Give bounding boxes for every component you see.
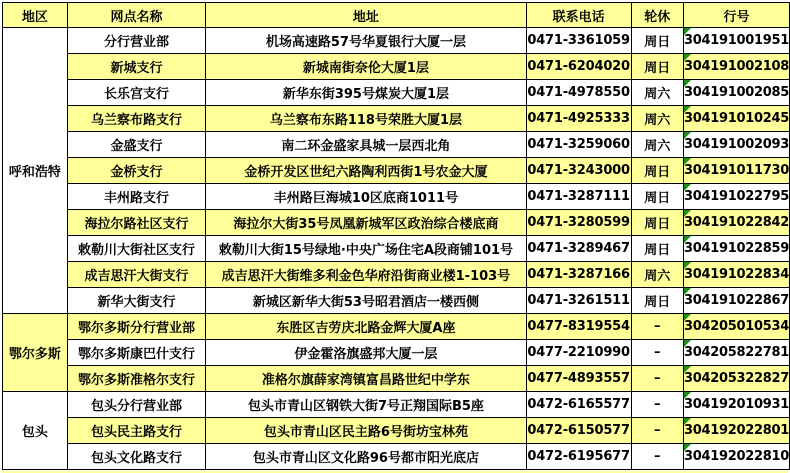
text-format-marker-icon [684,262,691,269]
address-cell: 乌兰察布东路118号荣胜大厦1层 [206,106,526,132]
bank-number: 304191011730 [684,163,789,178]
table-row [3,210,790,236]
header-row [3,3,790,28]
phone-cell: 0472-6165577 [526,392,631,418]
address-cell: 金桥开发区世纪六路陶利西街1号农金大厦 [206,158,526,184]
rest-day-cell: – [631,444,683,470]
bank-number-cell [684,262,790,288]
table-row [3,366,790,392]
branch-name-cell: 新华大街支行 [67,288,206,314]
header-branch-name: 网点名称 [67,3,206,28]
bank-number-cell [684,418,790,444]
address-cell: 东胜区吉劳庆北路金辉大厦A座 [206,314,526,340]
branch-name-cell: 包头民主路支行 [67,418,206,444]
text-format-marker-icon [684,288,691,295]
branch-name-cell: 乌兰察布路支行 [67,106,206,132]
phone-cell: 0471-4978550 [526,80,631,106]
rest-day-cell: 周日 [631,54,683,80]
rest-day-cell: 周日 [631,158,683,184]
bank-number-cell [684,132,790,158]
branch-name-cell: 分行营业部 [67,28,206,54]
text-format-marker-icon [684,392,691,399]
region-cell-baotou: 包头 [3,392,68,470]
phone-cell: 0471-3243000 [526,158,631,184]
table-row [3,80,790,106]
bank-number: 304191002093 [684,137,789,152]
rest-day-cell: 周六 [631,262,683,288]
table-row [3,314,790,340]
address-cell: 新城南街奈伦大厦1层 [206,54,526,80]
phone-cell: 0471-3280599 [526,210,631,236]
table-row [3,236,790,262]
text-format-marker-icon [684,314,691,321]
address-cell: 伊金霍洛旗盛邦大厦一层 [206,340,526,366]
branch-name-cell: 鄂尔多斯康巴什支行 [67,340,206,366]
table-row [3,262,790,288]
header-address: 地址 [206,3,526,28]
phone-cell: 0471-6204020 [526,54,631,80]
address-cell: 包头市青山区钢铁大街7号正翔国际B5座 [206,392,526,418]
address-cell: 南二环金盛家具城一层西北角 [206,132,526,158]
table-row [3,184,790,210]
branch-name-cell: 包头分行营业部 [67,392,206,418]
rest-day-cell: 周日 [631,288,683,314]
address-cell: 成吉思汗大街维多利金色华府沿街商业楼1-103号 [206,262,526,288]
branch-name-cell: 新城支行 [67,54,206,80]
text-format-marker-icon [684,106,691,113]
branch-name-cell: 长乐宫支行 [67,80,206,106]
text-format-marker-icon [684,28,691,35]
address-cell: 包头市青山区文化路96号都市阳光底店 [206,444,526,470]
phone-cell: 0472-6150577 [526,418,631,444]
bank-number: 304192022801 [684,423,789,438]
rest-day-cell: 周六 [631,80,683,106]
bank-number-cell [684,106,790,132]
text-format-marker-icon [684,418,691,425]
table-row [3,132,790,158]
branch-name-cell: 海拉尔路社区支行 [67,210,206,236]
branch-name-cell: 丰州路支行 [67,184,206,210]
address-cell: 新城区新华大街53号昭君酒店一楼西侧 [206,288,526,314]
rest-day-cell: – [631,418,683,444]
bank-number-cell [684,288,790,314]
address-cell: 敕勒川大街15号绿地·中央广场住宅A段商铺101号 [206,236,526,262]
branch-name-cell: 成吉思汗大街支行 [67,262,206,288]
bank-number-cell [684,314,790,340]
table-row [3,444,790,470]
address-cell: 包头市青山区民主路6号街坊宝林苑 [206,418,526,444]
table-row [3,54,790,80]
bank-number: 304191022859 [684,241,789,256]
bank-number: 304205822781 [684,345,789,360]
phone-cell: 0471-3261511 [526,288,631,314]
phone-cell: 0471-3287166 [526,262,631,288]
text-format-marker-icon [684,340,691,347]
address-cell: 海拉尔大街35号凤凰新城军区政治综合楼底商 [206,210,526,236]
phone-cell: 0471-3289467 [526,236,631,262]
branch-name-cell: 金盛支行 [67,132,206,158]
branch-name-cell: 鄂尔多斯准格尔支行 [67,366,206,392]
bank-number-cell [684,366,790,392]
phone-cell: 0471-3259060 [526,132,631,158]
bank-number-cell [684,158,790,184]
bank-number-cell [684,184,790,210]
bank-number-cell [684,444,790,470]
header-bank-number: 行号 [684,3,790,28]
branch-name-cell: 包头文化路支行 [67,444,206,470]
phone-cell: 0477-8319554 [526,314,631,340]
table-row [3,288,790,314]
text-format-marker-icon [684,184,691,191]
branch-name-cell: 敕勒川大街社区支行 [67,236,206,262]
region-cell-hohhot: 呼和浩特 [3,28,68,314]
bank-number: 304191002108 [684,59,789,74]
text-format-marker-icon [684,158,691,165]
bank-number: 304191010245 [684,111,789,126]
address-cell: 准格尔旗薛家湾镇富昌路世纪中学东 [206,366,526,392]
bank-number-cell [684,340,790,366]
header-region: 地区 [3,3,68,28]
text-format-marker-icon [684,54,691,61]
bank-number-cell [684,28,790,54]
bank-number: 304191022795 [684,189,789,204]
rest-day-cell: – [631,366,683,392]
bank-number: 304191001951 [684,33,789,48]
address-cell: 机场高速路57号华夏银行大厦一层 [206,28,526,54]
bank-number-cell [684,392,790,418]
address-cell: 丰州路巨海城10区底商1011号 [206,184,526,210]
bank-number-cell [684,54,790,80]
table-row [3,418,790,444]
text-format-marker-icon [684,210,691,217]
bank-number: 304205010534 [684,319,789,334]
table-row [3,28,790,54]
header-rest-day: 轮休 [631,3,683,28]
text-format-marker-icon [684,80,691,87]
table-row [3,392,790,418]
rest-day-cell: 周日 [631,210,683,236]
phone-cell: 0471-4925333 [526,106,631,132]
branch-name-cell: 鄂尔多斯分行营业部 [67,314,206,340]
branch-table [2,2,790,470]
bank-number-cell [684,80,790,106]
bank-number: 304205322827 [684,371,789,386]
phone-cell: 0471-3361059 [526,28,631,54]
table-row [3,106,790,132]
phone-cell: 0472-6195677 [526,444,631,470]
bank-number-cell [684,236,790,262]
text-format-marker-icon [684,444,691,451]
rest-day-cell: 周日 [631,184,683,210]
text-format-marker-icon [684,236,691,243]
phone-cell: 0477-2210990 [526,340,631,366]
bank-number: 304191002085 [684,85,789,100]
branch-table-container [2,2,790,470]
rest-day-cell: 周日 [631,236,683,262]
branch-name-cell: 金桥支行 [67,158,206,184]
phone-cell: 0477-4893557 [526,366,631,392]
text-format-marker-icon [684,132,691,139]
bank-number: 304192022810 [684,449,789,464]
rest-day-cell: – [631,392,683,418]
bank-number: 304191022834 [684,267,789,282]
rest-day-cell: – [631,314,683,340]
bank-number: 304191022867 [684,293,789,308]
table-row [3,340,790,366]
rest-day-cell: 周日 [631,28,683,54]
bank-number: 304191022842 [684,215,789,230]
address-cell: 新华东街395号煤炭大厦1层 [206,80,526,106]
rest-day-cell: – [631,340,683,366]
bank-number-cell [684,210,790,236]
text-format-marker-icon [684,366,691,373]
region-cell-ordos: 鄂尔多斯 [3,314,68,392]
header-phone: 联系电话 [526,3,631,28]
bank-number: 304192010931 [684,397,789,412]
table-row [3,158,790,184]
phone-cell: 0471-3287111 [526,184,631,210]
rest-day-cell: 周六 [631,106,683,132]
rest-day-cell: 周六 [631,132,683,158]
